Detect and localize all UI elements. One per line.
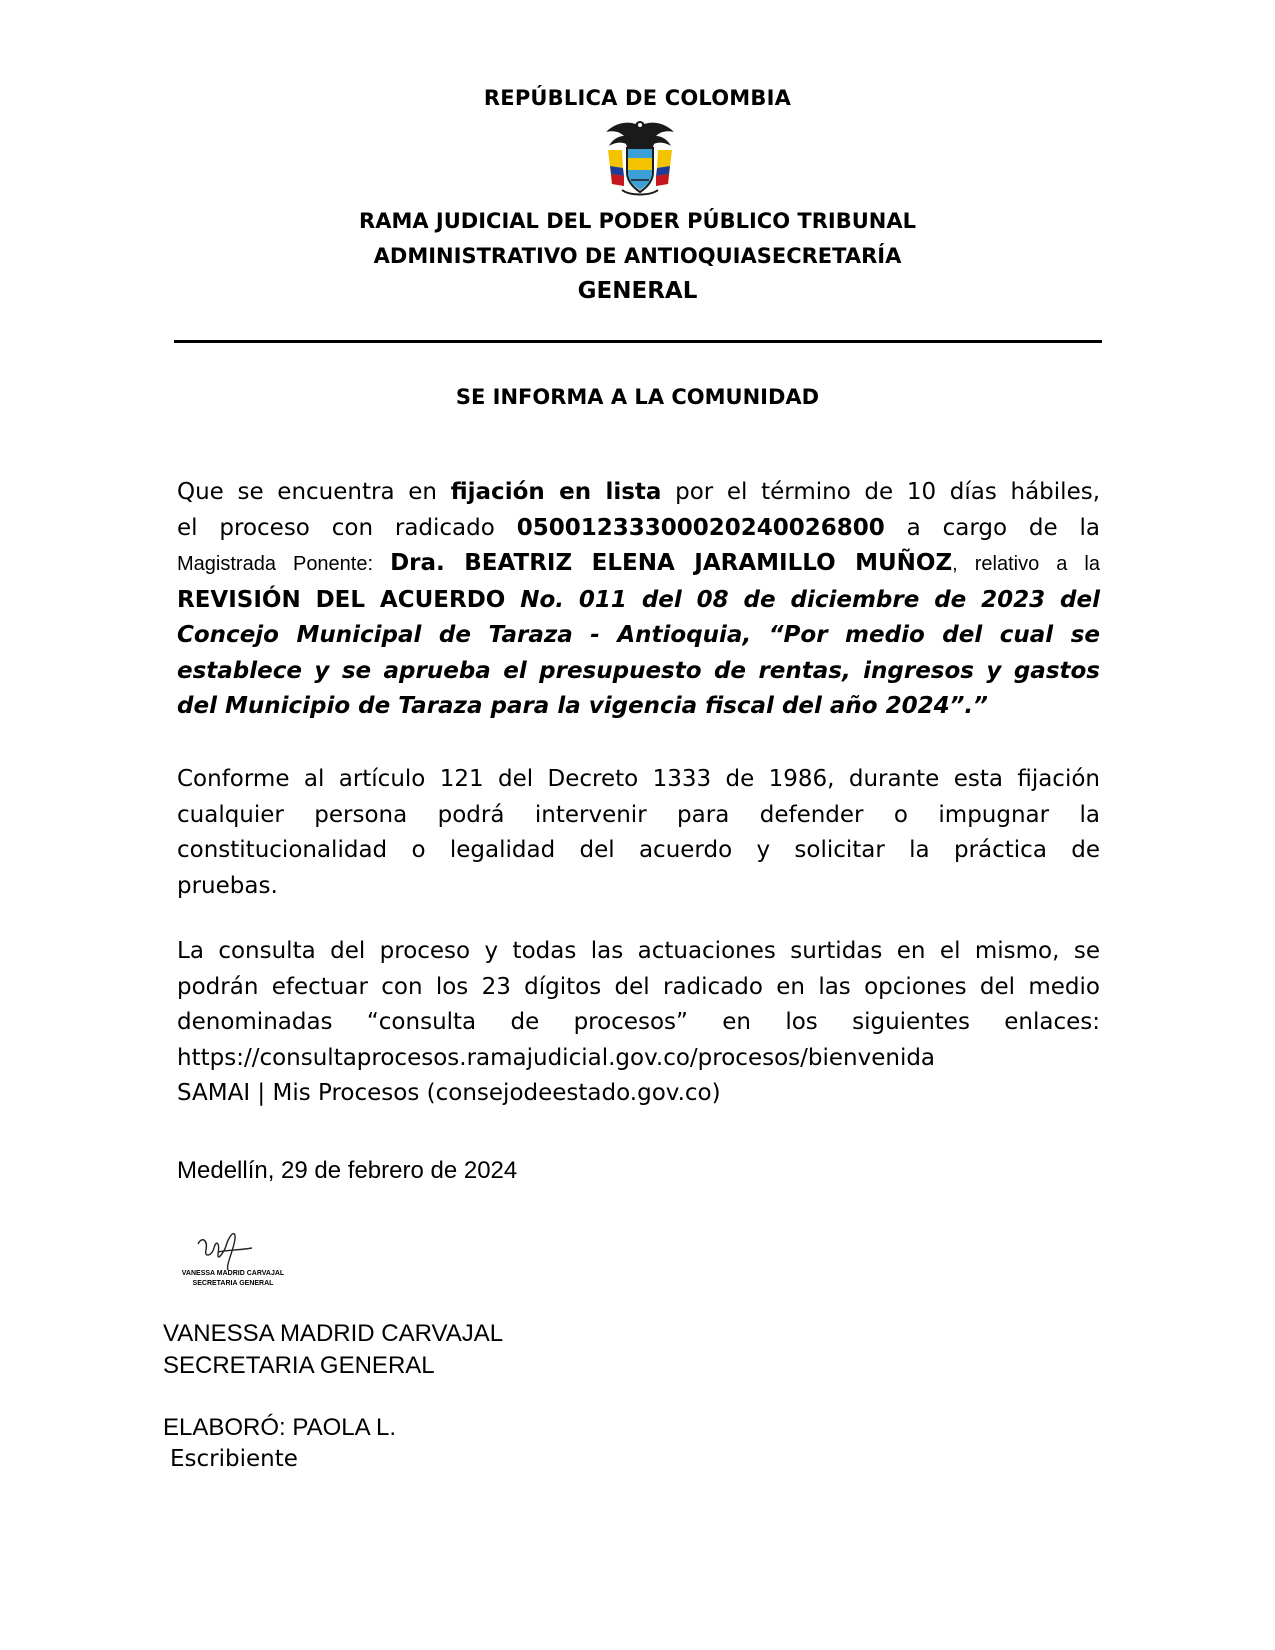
stamp-name: VANESSA MADRID CARVAJAL <box>181 1270 285 1277</box>
p1-text: por el término de 10 días hábiles, <box>661 479 1101 505</box>
country-heading: REPÚBLICA DE COLOMBIA <box>483 86 792 110</box>
paragraph-consulta <box>177 934 1100 1112</box>
signer-title: SECRETARIA GENERAL <box>163 1352 435 1379</box>
handwritten-signature-icon <box>168 1222 298 1272</box>
prepared-by-role: Escribiente <box>170 1446 298 1472</box>
organization-heading <box>0 204 1275 309</box>
radicado-number: 05001233300020240026800 <box>516 514 885 541</box>
p1-text: , relativo a la <box>952 553 1101 575</box>
consulta-procesos-link[interactable]: https://consultaprocesos.ramajudicial.gov.co/procesos/bienvenida <box>177 1044 936 1071</box>
acuerdo-reference: No. 011 del 08 de diciembre de 2023 del <box>520 586 1101 613</box>
stamp-title: SECRETARIA GENERAL <box>192 1280 274 1287</box>
p1-line-7: del Municipio de Taraza para la vigencia fiscal del año 2024”.” <box>177 693 988 719</box>
signature-stamp <box>168 1222 298 1290</box>
revision-label: REVISIÓN DEL ACUERDO <box>177 586 521 613</box>
p3-line-2: podrán efectuar con los 23 dígitos del radicado en las opciones del medio <box>177 973 1100 1000</box>
magistrate-name: Dra. BEATRIZ ELENA JARAMILLO MUÑOZ <box>390 550 953 576</box>
colombia-coat-of-arms-icon <box>600 116 680 198</box>
signer-name: VANESSA MADRID CARVAJAL <box>163 1320 504 1347</box>
p1-text: Magistrada Ponente: <box>177 553 391 575</box>
p2-line-3: constitucionalidad o legalidad del acuerdo y solicitar la práctica de <box>177 837 1100 863</box>
paragraph-fijacion <box>177 475 1100 725</box>
notice-title: SE INFORMA A LA COMUNIDAD <box>455 385 820 409</box>
prepared-by: ELABORÓ: PAOLA L. <box>163 1414 396 1441</box>
p2-line-1: Conforme al artículo 121 del Decreto 1333 de 1986, durante esta fijación <box>177 766 1100 792</box>
p3-line-3: denominadas “consulta de procesos” en los siguientes enlaces: <box>177 1009 1100 1035</box>
p1-text: el proceso con radicado <box>177 514 517 541</box>
header-divider <box>174 340 1102 343</box>
p2-line-4: pruebas. <box>177 872 278 899</box>
p1-text: a cargo de la <box>884 514 1100 541</box>
p1-line-1 <box>177 475 1100 511</box>
p3-line-1: La consulta del proceso y todas las actuaciones surtidas en el mismo, se <box>177 938 1100 964</box>
date-line: Medellín, 29 de febrero de 2024 <box>177 1157 518 1184</box>
p1-line-6: establece y se aprueba el presupuesto de rentas, ingresos y gastos <box>177 657 1100 684</box>
p1-line-4 <box>177 583 1100 619</box>
p1-bold-fijacion: fijación en lista <box>450 479 662 505</box>
p2-line-2: cualquier persona podrá intervenir para defender o impugnar la <box>177 801 1100 828</box>
org-line-1: RAMA JUDICIAL DEL PODER PÚBLICO TRIBUNAL <box>359 209 916 233</box>
p1-text: Que se encuentra en <box>177 479 451 505</box>
p1-line-2 <box>177 511 1100 547</box>
p1-line-3 <box>177 546 1100 583</box>
samai-link[interactable]: SAMAI | Mis Procesos (consejodeestado.gov.co) <box>177 1080 721 1106</box>
org-line-2: ADMINISTRATIVO DE ANTIOQUIASECRETARÍA <box>373 244 902 268</box>
org-line-3: GENERAL <box>577 278 698 304</box>
p1-line-5: Concejo Municipal de Taraza - Antioquia, “Por medio del cual se <box>177 622 1100 648</box>
paragraph-conforme <box>177 762 1100 904</box>
